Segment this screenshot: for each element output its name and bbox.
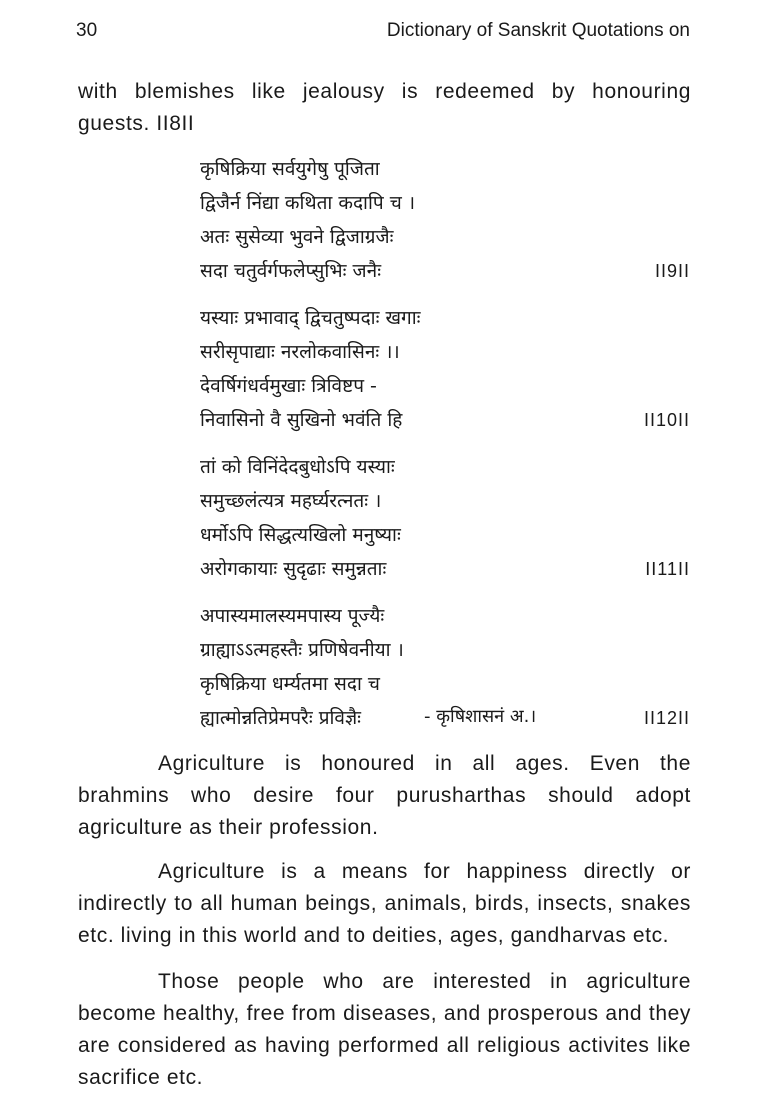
verse-text: कृषिक्रिया सर्वयुगेषु पूजिता — [200, 158, 380, 180]
verse-text: अपास्यमालस्यमपास्य पूज्यैः — [200, 605, 385, 627]
translation-paragraph: Those people who are interested in agriculture become healthy, free from diseases, and prosperous and they are considered as having performed all religious activites like sacrifice etc. — [78, 970, 691, 1089]
verse-line — [200, 552, 692, 586]
verse-line — [200, 599, 692, 633]
verse-line — [200, 186, 692, 220]
running-title: Dictionary of Sanskrit Quotations on — [386, 20, 690, 41]
verse-10 — [200, 301, 692, 437]
verse-line — [200, 633, 692, 667]
verse-text: ग्राह्याऽऽत्महस्तैः प्रणिषेवनीया । — [200, 639, 404, 661]
verse-text: कृषिक्रिया धर्म्यतमा सदा च — [200, 673, 380, 695]
verse-text: अतः सुसेव्या भुवने द्विजाग्रजैः — [200, 226, 394, 248]
verse-text: सदा चतुर्वर्गफलेप्सुभिः जनैः — [200, 260, 382, 282]
verse-text: तां को विनिंदेदबुधोऽपि यस्याः — [200, 456, 395, 478]
verse-number: II11II — [645, 559, 690, 579]
verse-text: सरीसृपाद्याः नरलोकवासिनः ।। — [200, 341, 400, 363]
verse-line — [200, 369, 692, 403]
page-number: 30 — [76, 20, 98, 41]
verse-source: - कृषिशासनं अ.। — [424, 706, 537, 727]
verse-line — [200, 667, 692, 701]
verse-text: द्विजैर्न निंद्या कथिता कदापि च । — [200, 192, 416, 214]
page-header — [74, 20, 690, 48]
verse-number: II9II — [654, 261, 690, 281]
verse-text: समुच्छलंत्यत्र महर्घ्यरत्नतः । — [200, 490, 382, 512]
verse-11 — [200, 450, 692, 586]
verse-text: निवासिनो वै सुखिनो भवंति हि — [200, 409, 403, 431]
verse-line — [200, 518, 692, 552]
verse-text: धर्मोऽपि सिद्धत्यखिलो मनुष्याः — [200, 524, 401, 546]
verse-text: यस्याः प्रभावाद् द्विचतुष्पदाः खगाः — [200, 307, 421, 329]
continuation-paragraph: with blemishes like jealousy is redeemed by honouring guests. II8II — [78, 80, 691, 135]
verse-text: ह्यात्मोन्नतिप्रेमपरैः प्रविज्ञैः — [200, 707, 362, 729]
verse-text: देवर्षिगंधर्वमुखाः त्रिविष्टप - — [200, 375, 377, 397]
verse-9 — [200, 152, 692, 288]
verse-text: अरोगकायाः सुदृढाः समुन्नताः — [200, 558, 387, 580]
verse-line — [200, 301, 692, 335]
verse-line — [200, 220, 692, 254]
verse-line — [200, 152, 692, 186]
verse-line — [200, 335, 692, 369]
verse-line — [200, 403, 692, 437]
verse-number: II10II — [643, 410, 690, 430]
verse-number: II12II — [643, 708, 690, 728]
verse-line — [200, 484, 692, 518]
verse-line — [200, 254, 692, 288]
verse-line — [200, 450, 692, 484]
translation-paragraph: Agriculture is a means for happiness directly or indirectly to all human beings, animals, birds, insects, snakes etc. living in this world and to deities, ages, gandharvas etc. — [78, 860, 691, 947]
translation-paragraph: Agriculture is honoured in all ages. Even the brahmins who desire four purusharthas should adopt agriculture as their profession. — [78, 752, 691, 839]
sanskrit-verses — [200, 152, 692, 748]
